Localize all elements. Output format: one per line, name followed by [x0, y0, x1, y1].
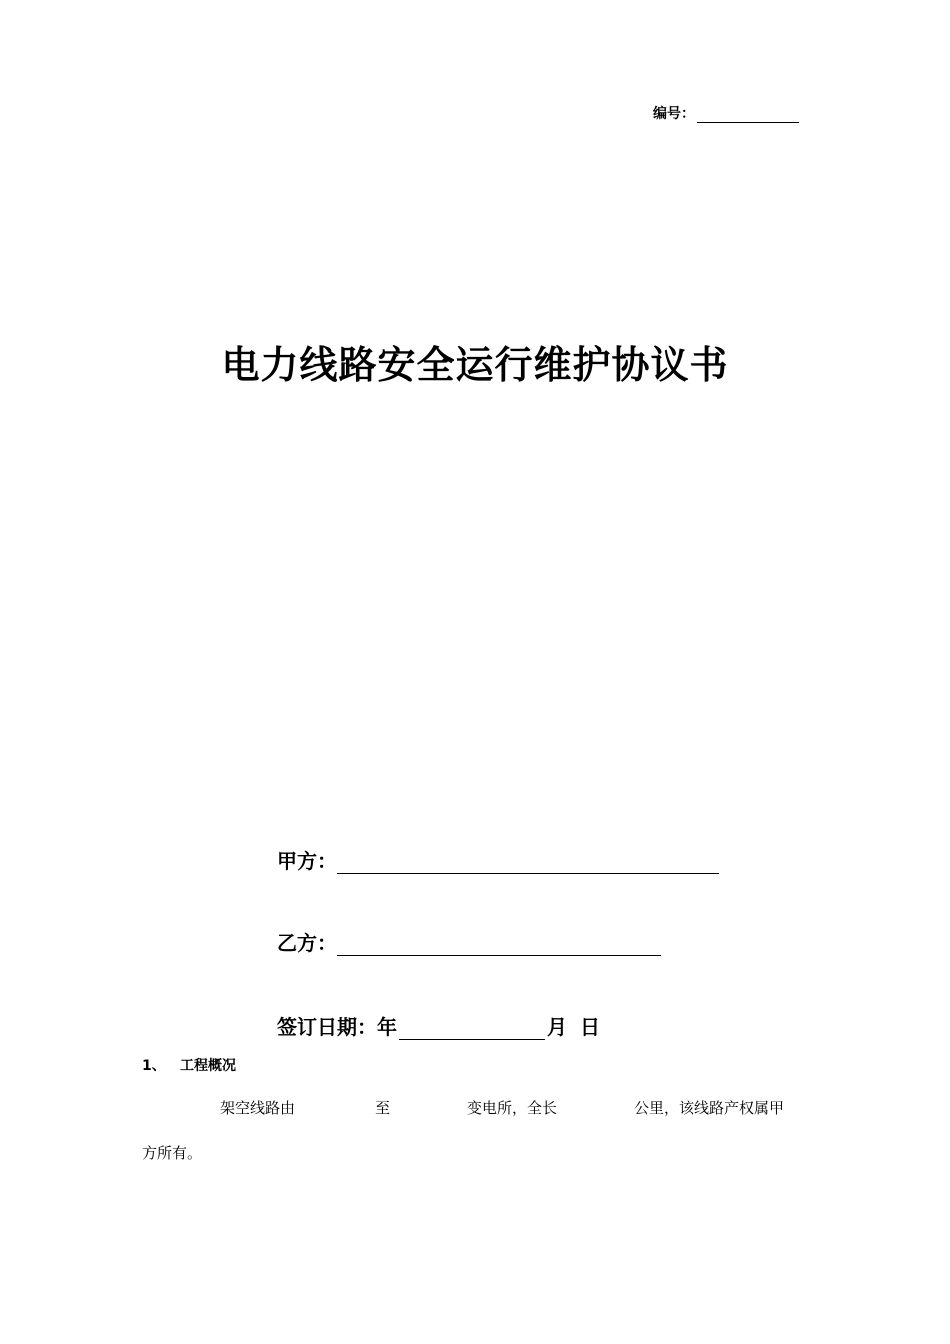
- month-label: 月: [547, 1015, 567, 1039]
- signing-date-field: [277, 1011, 600, 1040]
- document-title: 电力线路安全运行维护协议书: [221, 343, 729, 387]
- day-label: 日: [580, 1015, 600, 1039]
- party-a-label: 甲方：: [277, 849, 337, 873]
- party-b-label: 乙方：: [277, 931, 337, 955]
- party-b-blank: [337, 933, 661, 956]
- paragraph-text-part-4: 公里，该线路产权属甲: [634, 1099, 785, 1117]
- signing-date-blank: [399, 1017, 545, 1040]
- section-number: 1、: [142, 1058, 166, 1074]
- paragraph-text-part-2: 至: [375, 1099, 391, 1117]
- signing-date-label: 签订日期：: [277, 1015, 377, 1039]
- serial-number-field: [653, 103, 799, 123]
- section-1-heading: [142, 1055, 236, 1075]
- party-b-field: [277, 927, 661, 956]
- section-title: 工程概况: [180, 1058, 236, 1074]
- serial-number-label: 编号：: [653, 106, 695, 122]
- paragraph-text-part-1: 架空线路由: [220, 1099, 296, 1117]
- paragraph-text-part-3: 变电所，全长: [467, 1099, 558, 1117]
- party-a-blank: [337, 851, 719, 874]
- year-label: 年: [377, 1015, 397, 1039]
- party-a-field: [277, 845, 719, 874]
- serial-number-blank: [697, 106, 799, 123]
- paragraph-text-line-2: 方所有。: [142, 1144, 203, 1162]
